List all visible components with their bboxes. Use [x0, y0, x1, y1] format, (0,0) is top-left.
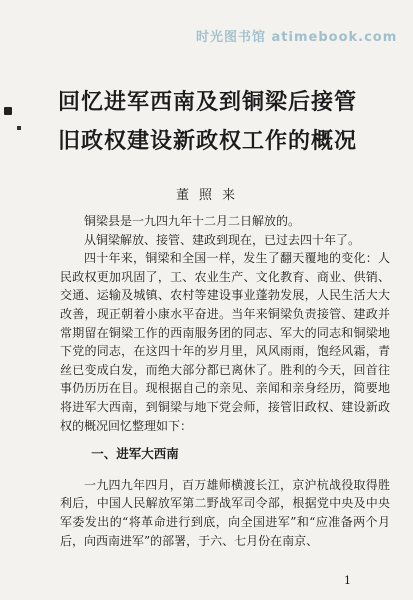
paragraph: 四十年来，铜梁和全国一样，发生了翻天覆地的变化：人民政权更加巩固了，工、农业生产、文化教育、商业、供销、交通、运输及城镇、农村等建设事业蓬勃发展，人民生活大大改善，现正朝着小康水平奋进。当年来铜梁负责接管、建政并常期留在铜梁工作的西南服务团的同志、军大的同志和铜梁地下党的同志，在这四十年的岁月里，风风雨雨，饱经风霜，青丝已变成白发，而绝大部分都已离休了。胜利的今天，回首往事仍历历在目。现根据自己的亲见、亲闻和亲身经历，简要地将进军大西南，到铜梁与地下党会师，接管旧政权、建设新政权的概况回忆整理如下：: [60, 251, 390, 433]
paragraph: 铜梁县是一九四九年十二月二日解放的。: [84, 214, 301, 228]
title-line-2: 旧政权建设新政权工作的概况: [58, 129, 358, 154]
paragraph: 从铜梁解放、接管、建政到现在，已过去四十年了。: [84, 232, 361, 247]
section-heading: 一、进军大西南: [91, 446, 179, 462]
scan-mark-small: [17, 126, 21, 130]
title-line-1: 回忆进军西南及到铜梁后接管: [58, 90, 358, 115]
page-number: 1: [344, 574, 351, 587]
body-text: [60, 212, 390, 550]
watermark: 时光图书馆 atimebook.com: [196, 30, 398, 45]
scan-mark: [4, 107, 12, 115]
author-name: 董照来: [176, 188, 246, 203]
paragraph: 一九四九年四月，百万雄师横渡长江，京沪杭战役取得胜利后，中国人民解放军第二野战军司令部，根据党中央及中央军委发出的“将革命进行到底，向全国进军”和“应准备两个月后，向西南进军”的部署，于六、七月份在南京、: [60, 477, 390, 548]
